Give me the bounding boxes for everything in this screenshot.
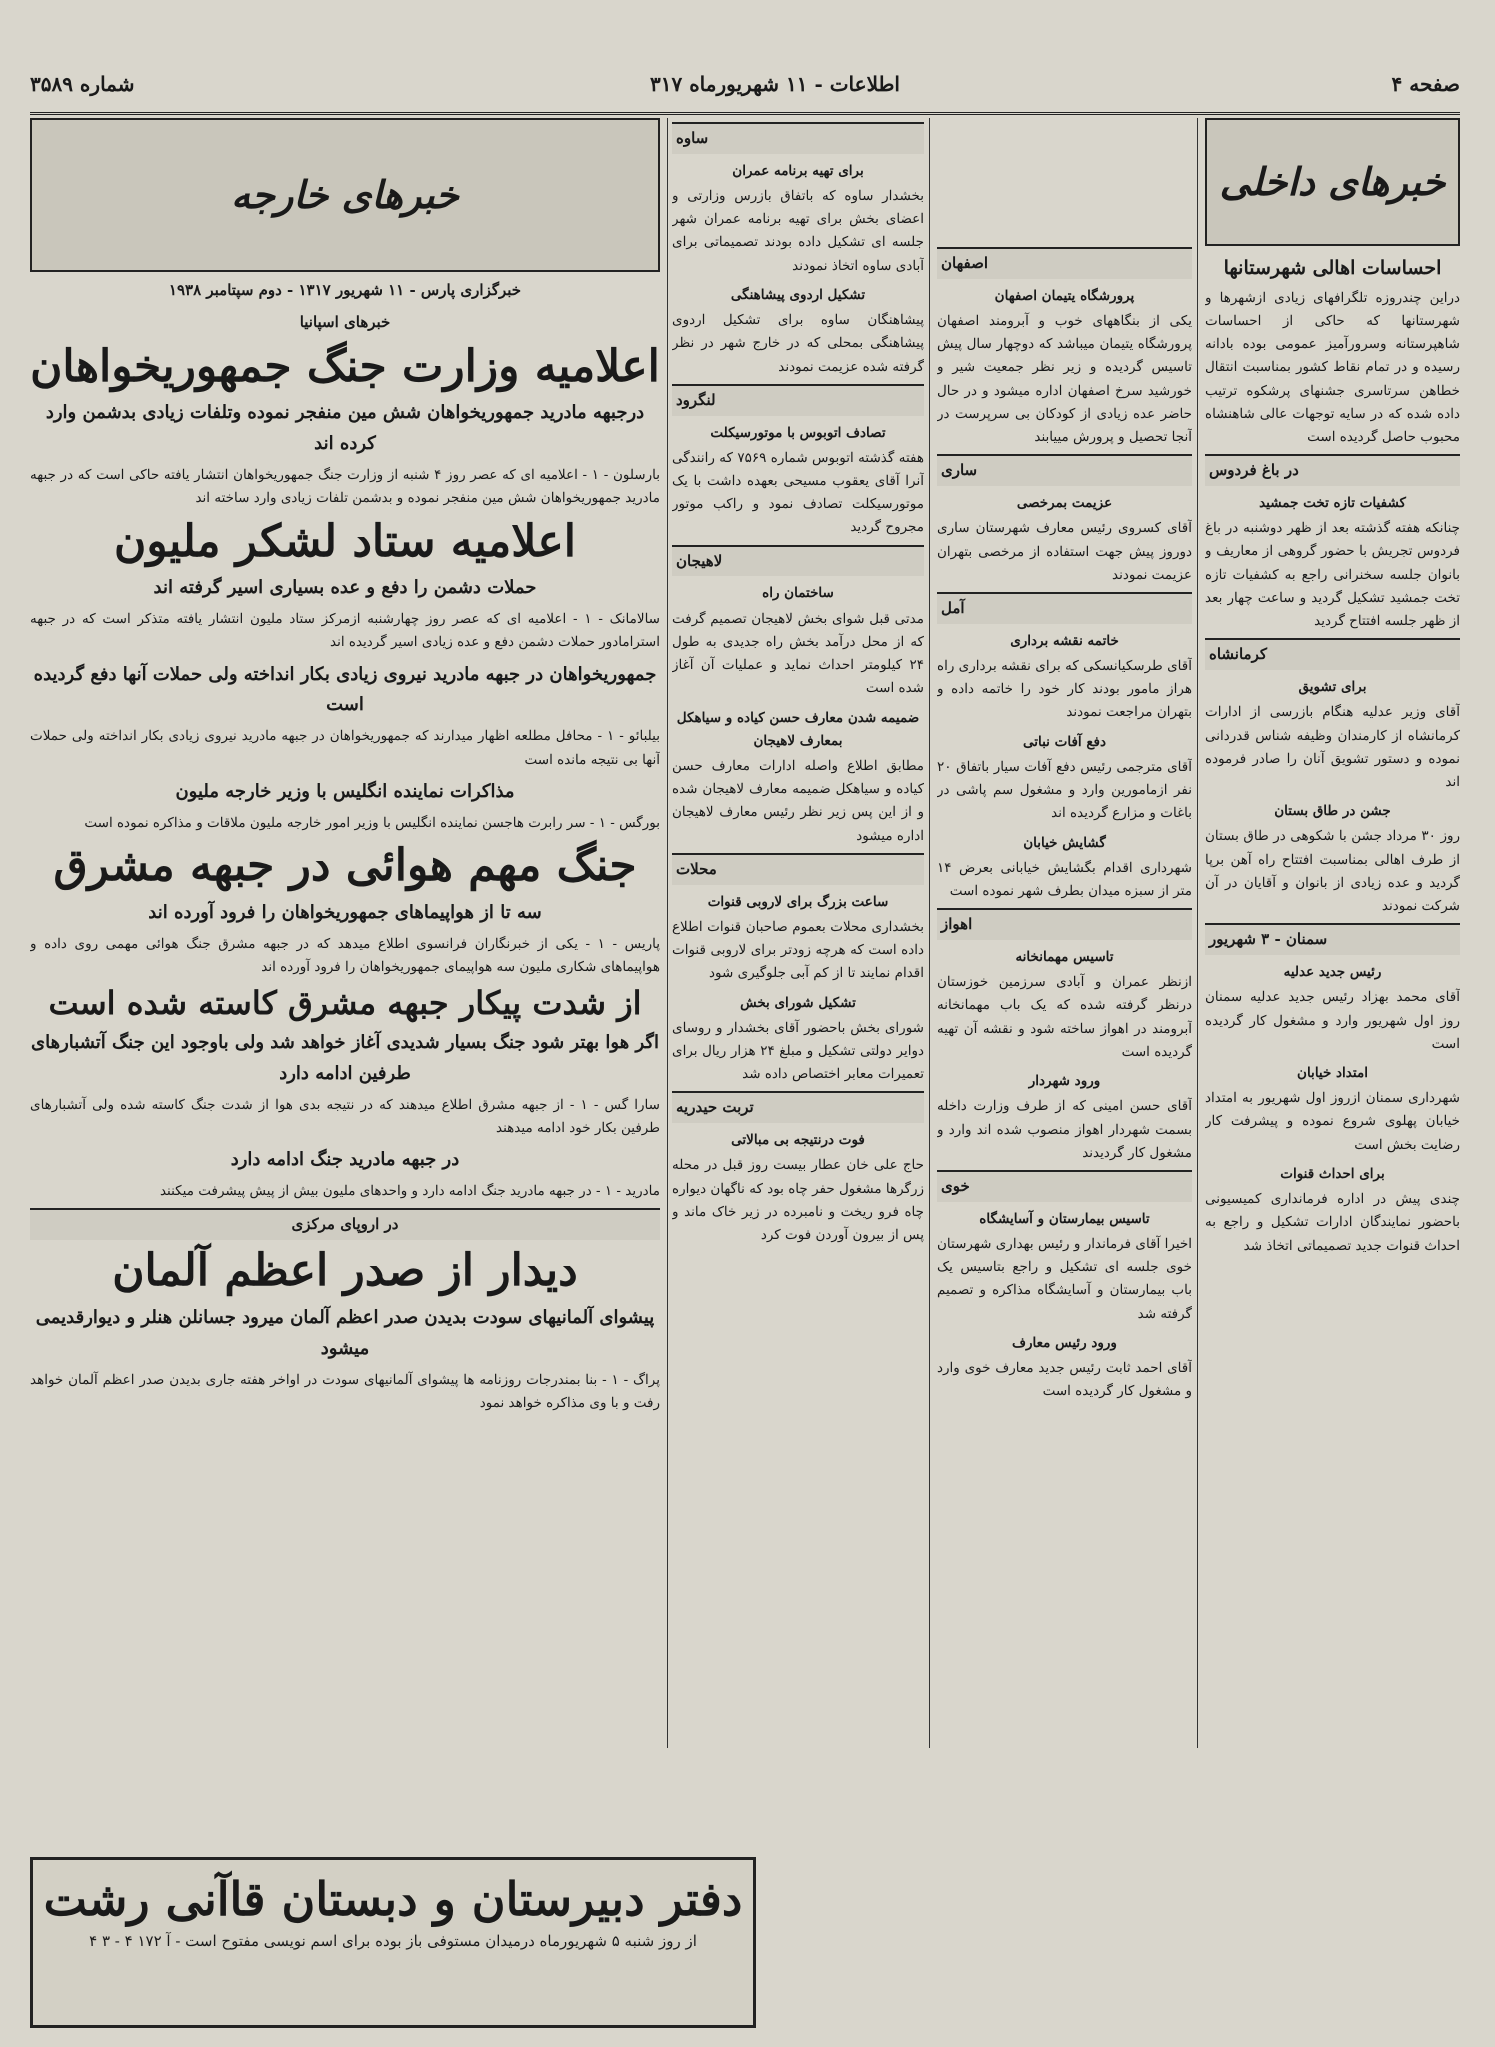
subheadline: سه تا از هواپیماهای جمهوریخواهان را فرود آورده اند [148,901,542,923]
subheadline: حملات دشمن را دفع و عده بسیاری اسیر گرفته اند [153,577,537,599]
section-title: خوی [937,1170,1192,1202]
section-title: در اروپای مرکزی [30,1208,660,1240]
headline: پرورشگاه یتیمان اصفهان [994,287,1135,304]
newspaper-page [30,48,1460,2028]
article-text: هفته گذشته اتوبوس شماره ۷۵۶۹ که رانندگی آنرا آقای یعقوب مسیحی بعهده داشت با یک موتورسیکلت تصادف نمود و راکب موتور مجروح گردید [672,449,924,536]
article-text: دراین چندروزه تلگرافهای زیادی ازشهرها و شهرستانها که حاکی از احساسات شاهپرستانه وسرورآمیز عمومی بوده بادانه رسیده و در تمام نقاط کشور بمناسبت انتقال خطاهن سرتاسری جشنهای پرشکوه ترتیب داده شده که در سایه توجهات عالی شاهنشاه محبوب حاصل گردیده است [1205,289,1460,445]
headline: تشکیل اردوی پیشاهنگی [730,286,866,303]
article-text: آقای وزیر عدلیه هنگام بازرسی از ادارات کرمانشاه از کارمندان وظیفه شناس قدردانی نموده و دستور تشویق آنان را صادر فرموده اند [1205,704,1460,790]
section-title: اصفهان [937,247,1192,279]
article-text: پراگ - ۱ - بنا بمندرجات روزنامه ها پیشوای آلمانیهای سودت در اواخر هفته جاری بدیدن صدر اعظم آلمان خواهد رفت و با وی مذاکره خواهد نمود [30,1371,660,1411]
article-text: آقای مترجمی رئیس دفع آفات سیار باتفاق ۲۰ نفر ازمامورین وارد و مشغول سم پاشی در باغات و مزارع گردیده اند [937,758,1192,822]
headline: تصادف اتوبوس با موتورسیکلت [710,424,886,441]
article-text: آقای حسن امینی که از طرف وزارت داخله بسمت شهردار اهواز منصوب شده اند وارد و مشغول کار گردیدند [937,1098,1192,1161]
subheadline: پیشوای آلمانیهای سودت بدیدن صدر اعظم آلمان میرود جسانلن هنلر و دیوارقدیمی میشود [35,1306,655,1359]
section-title: محلات [672,853,924,885]
article-text: چنانکه هفته گذشته بعد از ظهر دوشنبه در باغ فردوس تجریش با حضور گروهی از معاریف و بانوان جلسه سخنرانی راجع به کشفیات تازه تخت جمشید تشکیل گردید و ساعت چهار بعد از ظهر جلسه افتتاح گردید [1205,520,1460,630]
article-text: یکی از بنگاههای خوب و آبرومند اصفهان پرورشگاه یتیمان میباشد که دوچهار سال پیش تاسیس گردیده و زیر نظر جمعیت شیر و خورشید سرخ اصفهان اداره میشود و در حال حاضر عده زیادی از کودکان بی سرپرست در آنجا تحصیل و پرورش مییابند [937,313,1192,446]
ad-text: از روز شنبه ۵ شهریورماه درمیدان مستوفی باز بوده برای اسم نویسی مفتوح است - آ ۱۷۲ ۴ - ۳ ۴ [89,1932,697,1950]
school-advertisement [30,1857,756,2028]
column-rule [1197,118,1198,1748]
subheadline: در جبهه مادرید جنگ ادامه دارد [230,1149,460,1171]
headline: جشن در طاق بستان [1274,803,1391,820]
subheadline: مذاکرات نماینده انگلیس با وزیر خارجه ملیون [175,780,515,802]
headline: از شدت پیکار جبهه مشرق کاسته شده است [48,984,642,1023]
headline: عزیمت بمرخصی [1016,495,1113,512]
subheadline: درجبهه مادرید جمهوریخواهان شش مین منفجر نموده وتلفات زیادی بدشمن وارد کرده اند [45,402,645,455]
issue-number: شماره ۳۵۸۹ [30,72,135,96]
headline: برای تهیه برنامه عمران [732,162,864,179]
article-text: شهرداری سمنان ازروز اول شهریور به امتداد خیابان پهلوی شروع نموده و پیشرفت کار رضایت بخش است [1205,1090,1460,1153]
article-text: مادرید - ۱ - در جبهه مادرید جنگ ادامه دارد و واحدهای ملیون بیش از پیش پیشرفت میکنند [159,1183,660,1200]
headline: احساسات اهالی شهرستانها [1223,257,1442,279]
domestic-column [1205,118,1460,2028]
headline: اعلامیه ستاد لشکر ملیون [114,515,576,567]
headline: فوت درنتیجه بی مبالاتی [731,1132,865,1149]
article-text: اخیرا آقای فرماندار و رئیس بهداری شهرستان خوی جلسه ای تشکیل و راجع بتاسیس یک باب بیمارستان و آسایشگاه مذاکره و تصمیم گرفته شد [937,1235,1192,1322]
headline: کشفیات تازه تخت جمشید [1259,495,1406,511]
article-text: آقای طرسکیانسکی که برای نقشه برداری راه هراز مامور بودند کار خود را خاتمه داده و بتهران مراجعت نمودند [937,658,1192,721]
article-text: سالامانک - ۱ - اعلامیه ای که عصر روز چهارشنبه ازمرکز ستاد ملیون انتشار یافته متذکر است که در جبهه استرامادور حملات دشمن دفع و عده زیادی اسیر گردیده اند [30,611,660,651]
section-title: ساری [937,454,1192,486]
page-label: صفحه ۴ [1391,72,1460,96]
foreign-masthead: خبرهای خارجه [30,118,660,272]
headline: برای احداث قنوات [1280,1165,1385,1182]
section-title: کرمانشاه [1205,638,1460,670]
subheadline: جمهوریخواهان در جبهه مادرید نیروی زیادی بکار انداخته ولی حملات آنها دفع گردیده است [33,663,657,716]
headline: دفع آفات نباتی [1022,733,1107,750]
agency-line: خبرگزاری پارس - ۱۱ شهریور ۱۳۱۷ - دوم سپتامبر ۱۹۳۸ [168,281,522,299]
section-title: ساوه [672,122,924,154]
headline: امتداد خیابان [1297,1064,1368,1081]
headline: تشکیل شورای بخش [740,994,856,1011]
section-title: سمنان - ۳ شهریور [1205,923,1460,955]
article-text: مطابق اطلاع واصله ادارات معارف حسن کیاده و سیاهکل ضمیمه معارف لاهیجان شده و از این پس زیر نظر رئیس معارف لاهیجان اداره میشود [672,757,924,844]
foreign-column [30,118,660,2028]
headline: ورود رئیس معارف [1012,1334,1117,1351]
headline: برای تشویق [1298,679,1367,696]
page-header [30,66,1460,115]
article-text: حاج علی خان عطار بیست روز قبل در محله زرگرها مشغول حفر چاه بود که ناگهان دیواره چاه فرو ریخت و نامبرده در زیر خاک ماند و پس از بیرون آوردن فوت کرد [672,1157,924,1244]
section-title: لاهیجان [672,545,924,577]
article-text: پاریس - ۱ - یکی از خبرنگاران فرانسوی اطلاع میدهد که در جبهه مشرق جنگ هوائی مهمی روی داده و هواپیماهای شکاری ملیون سه هواپیمای جمهوریخواهان را فرود آورده اند [30,935,660,975]
headline: اعلامیه وزارت جنگ جمهوریخواهان [30,340,660,392]
article-text: بیلبائو - ۱ - محافل مطلعه اظهار میدارند که جمهوریخواهان در جبهه مادرید نیروی زیادی بکار انداخته ولی حملات آنها بی نتیجه مانده است [30,728,660,768]
provincial-column [937,243,1192,1848]
headline: ورود شهردار [1028,1073,1101,1090]
headline: ساختمان راه [762,585,834,602]
headline: ساعت بزرگ برای لاروبی قنوات [707,893,889,910]
headline: گشایش خیابان [1023,834,1106,851]
article-text: روز ۳۰ مرداد جشن با شکوهی در طاق بستان از طرف اهالی بمناسبت افتتاح راه آهن برپا گردید و عده زیادی از بانوان و آقایان در آن شرکت نمودند [1205,828,1460,915]
article-text: بخشدار ساوه که باتفاق بازرس وزارتی و اعضای بخش برای تهیه برنامه عمران شهر جلسه ای تشکیل داده بودند تصمیماتی برای آبادی ساوه اتخاذ نمودند [672,188,924,274]
article-text: مدتی قبل شوای بخش لاهیجان تصمیم گرفت که از محل درآمد بخش راه جدیدی به طول ۲۴ کیلومتر احداث نماید و عملیات آن آغاز شده است [672,610,924,697]
headline: خاتمه نقشه برداری [1010,632,1119,649]
headline: رئیس جدید عدلیه [1283,964,1382,981]
article-text: بورگس - ۱ - سر رابرت هاجسن نماینده انگلیس با وزیر امور خارجه ملیون ملاقات و مذاکره نموده است [84,814,660,831]
section-title: آمل [937,592,1192,624]
article-text: پیشاهنگان ساوه برای تشکیل اردوی پیشاهنگی بمحلی که در خارج شهر در نظر گرفته شده عزیمت نمودند [672,312,924,375]
headline: جنگ مهم هوائی در جبهه مشرق [53,840,637,892]
article-text: شورای بخش باحضور آقای بخشدار و روسای دوایر دولتی تشکیل و مبلغ ۲۴ هزار ریال برای تعمیرات معابر اختصاص داده شد [672,1019,924,1083]
article-text: آقای کسروی رئیس معارف شهرستان ساری دوروز پیش جهت استفاده از مرخصی بتهران عزیمت نمودند [937,520,1192,583]
section-title: خبرهای اسپانیا [299,312,391,331]
section-title: تربت حیدریه [672,1091,924,1123]
section-title: اهواز [937,908,1192,940]
regional-column [672,118,924,1848]
article-text: آقای احمد ثابت رئیس جدید معارف خوی وارد و مشغول کار گردیده است [937,1360,1192,1400]
subheadline: اگر هوا بهتر شود جنگ بسیار شدیدی آغاز خواهد شد ولی باوجود این جنگ آتشبارهای طرفین ادامه دارد [31,1031,659,1084]
section-title: در باغ فردوس [1205,454,1460,486]
article-text: آقای محمد بهزاد رئیس جدید عدلیه سمنان روز اول شهریور وارد و مشغول کار گردیده است [1205,989,1460,1052]
section-title: لنگرود [672,384,924,416]
headline: تاسیس مهمانخانه [1015,949,1114,965]
article-text: سارا گس - ۱ - از جبهه مشرق اطلاع میدهند که در نتیجه بدی هوا از شدت جنگ کاسته شده ولی آتشبارهای طرفین بکار خود ادامه میدهند [30,1096,660,1136]
headline: تاسیس بیمارستان و آسایشگاه [979,1210,1150,1227]
article-text: ازنظر عمران و آبادی سرزمین خوزستان درنظر گرفته شده که یک باب مهمانخانه آبرومند در اهواز ساخته شود و نقشه آن تهیه گردیده است [937,974,1192,1060]
headline: ضمیمه شدن معارف حسن کیاده و سیاهکل بمعارف لاهیجان [676,709,920,749]
article-text: بخشداری محلات بعموم صاحبان قنوات اطلاع داده است که هرچه زودتر برای لاروبی قنوات اقدام نمایند تا از کم آبی جلوگیری شود [672,918,924,982]
ad-title: دفتر دبیرستان و دبستان قاآنی رشت [43,1872,743,1926]
domestic-masthead: خبرهای داخلی [1205,118,1460,246]
article-text: شهرداری اقدام بگشایش خیابانی بعرض ۱۴ متر از سبزه میدان بطرف شهر نموده است [937,859,1192,899]
headline: دیدار از صدر اعظم آلمان [112,1245,578,1297]
article-text: بارسلون - ۱ - اعلامیه ای که عصر روز ۴ شنبه از وزارت جنگ جمهوریخواهان انتشار یافته حاکی است که در جبهه مادرید جمهوریخواهان شش مین منفجر نموده و بدشمن تلفات زیادی وارد ساخته اند [30,467,660,507]
article-text: چندی پیش در اداره فرمانداری کمیسیونی باحضور نمایندگان ادارات تشکیل و راجع به احداث قنوات جدید تصمیماتی اتخاذ شد [1205,1191,1460,1254]
header-center: اطلاعات - ۱۱ شهریورماه ۳۱۷ [650,72,900,96]
column-rule [929,118,930,1748]
column-rule [667,118,668,1748]
